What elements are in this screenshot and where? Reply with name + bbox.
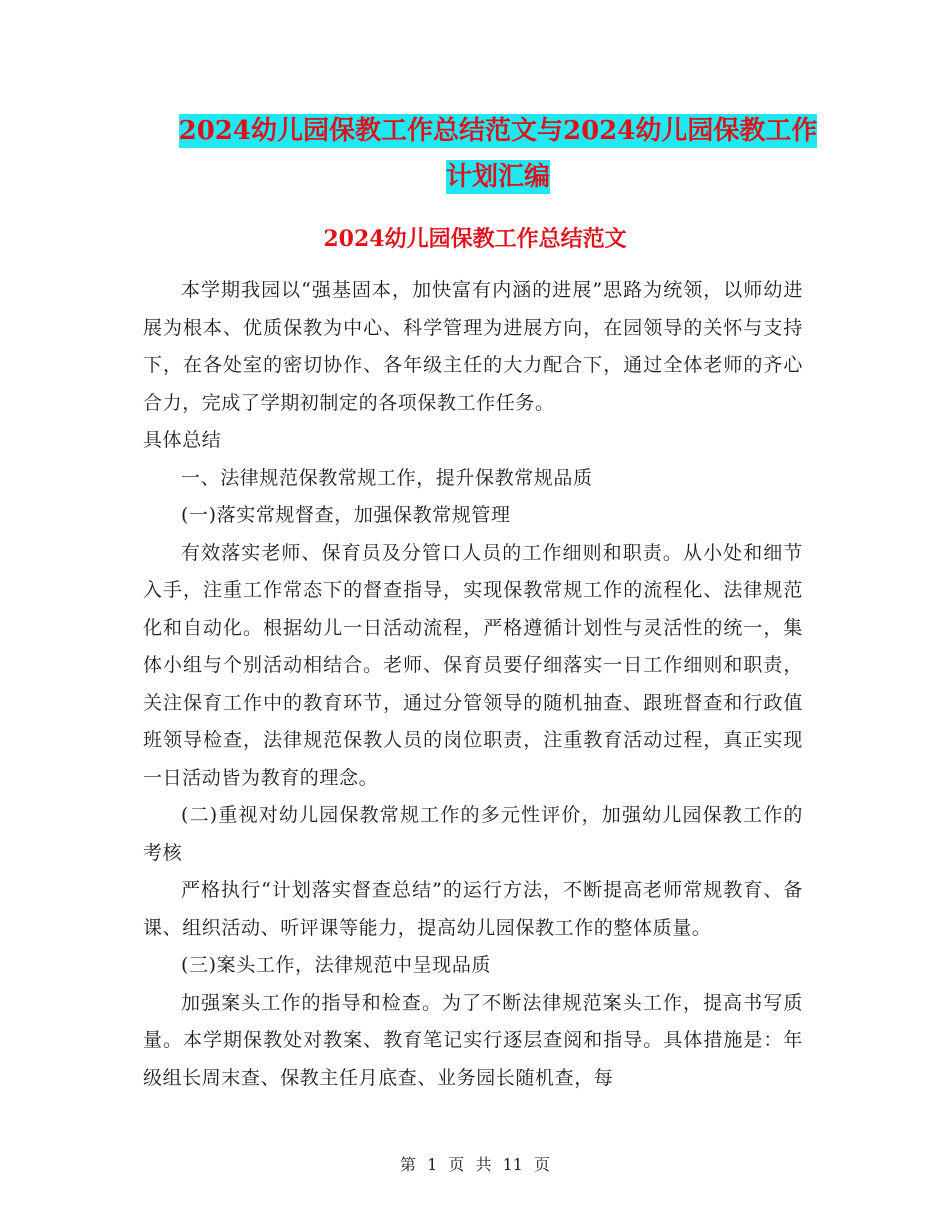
- heading-level-2: (一)落实常规督查，加强保教常规管理: [181, 504, 511, 526]
- heading-level-1: 一、法律规范保教常规工作，提升保教常规品质: [181, 466, 593, 489]
- paragraph: 具体总结: [143, 429, 222, 451]
- paragraph: 有效落实老师、保育员及分管口人员的工作细则和职责。从小处和细节入手，注重工作常态下的督查指导，实现保教常规工作的流程化、法律规范化和自动化。根据幼儿一日活动流程，严格遵循计划性与灵活性的统一，集体小组与个别活动相结合。老师、保育员要仔细落实一日工作细则和职责，关注保育工作中的教育环节，通过分管领导的随机抽查、跟班督查和行政值班领导检查，法律规范保教人员的岗位职责，注重教育活动过程，真正实现一日活动皆为教育的理念。: [143, 541, 803, 789]
- paragraph: 加强案头工作的指导和检查。为了不断法律规范案头工作，提高书写质量。本学期保教处对教案、教育笔记实行逐层查阅和指导。具体措施是：年级组长周末查、保教主任月底查、业务园长随机查，每: [143, 991, 803, 1089]
- document-title: [140, 108, 856, 200]
- title-line-2: 计划汇编: [445, 162, 550, 192]
- footer-total-pages: 11: [502, 1155, 523, 1174]
- page-footer: [0, 1152, 950, 1175]
- heading-level-2: (二)重视对幼儿园保教常规工作的多元性评价，加强幼儿园保教工作的考核: [143, 804, 803, 864]
- paragraph: 严格执行“计划落实督查总结”的运行方法，不断提高老师常规教育、备课、组织活动、听评课等能力，提高幼儿园保教工作的整体质量。: [143, 879, 803, 939]
- footer-suffix: 页: [534, 1155, 551, 1174]
- section-title: 2024幼儿园保教工作总结范文: [323, 226, 627, 252]
- title-line-1: 2024幼儿园保教工作总结范文与2024幼儿园保教工作: [178, 116, 818, 146]
- footer-prefix: 第: [399, 1155, 416, 1174]
- footer-page-word: 页: [448, 1155, 465, 1174]
- heading-level-2: (三)案头工作，法律规范中呈现品质: [181, 954, 492, 976]
- footer-current-page: 1: [427, 1155, 438, 1174]
- document-body: [143, 272, 803, 1097]
- footer-total-word: 共: [475, 1155, 492, 1174]
- paragraph: 本学期我园以“强基固本，加快富有内涵的进展”思路为统领，以师幼进展为根本、优质保教为中心、科学管理为进展方向，在园领导的关怀与支持下，在各处室的密切协作、各年级主任的大力配合下，通过全体老师的齐心合力，完成了学期初制定的各项保教工作任务。: [143, 279, 803, 414]
